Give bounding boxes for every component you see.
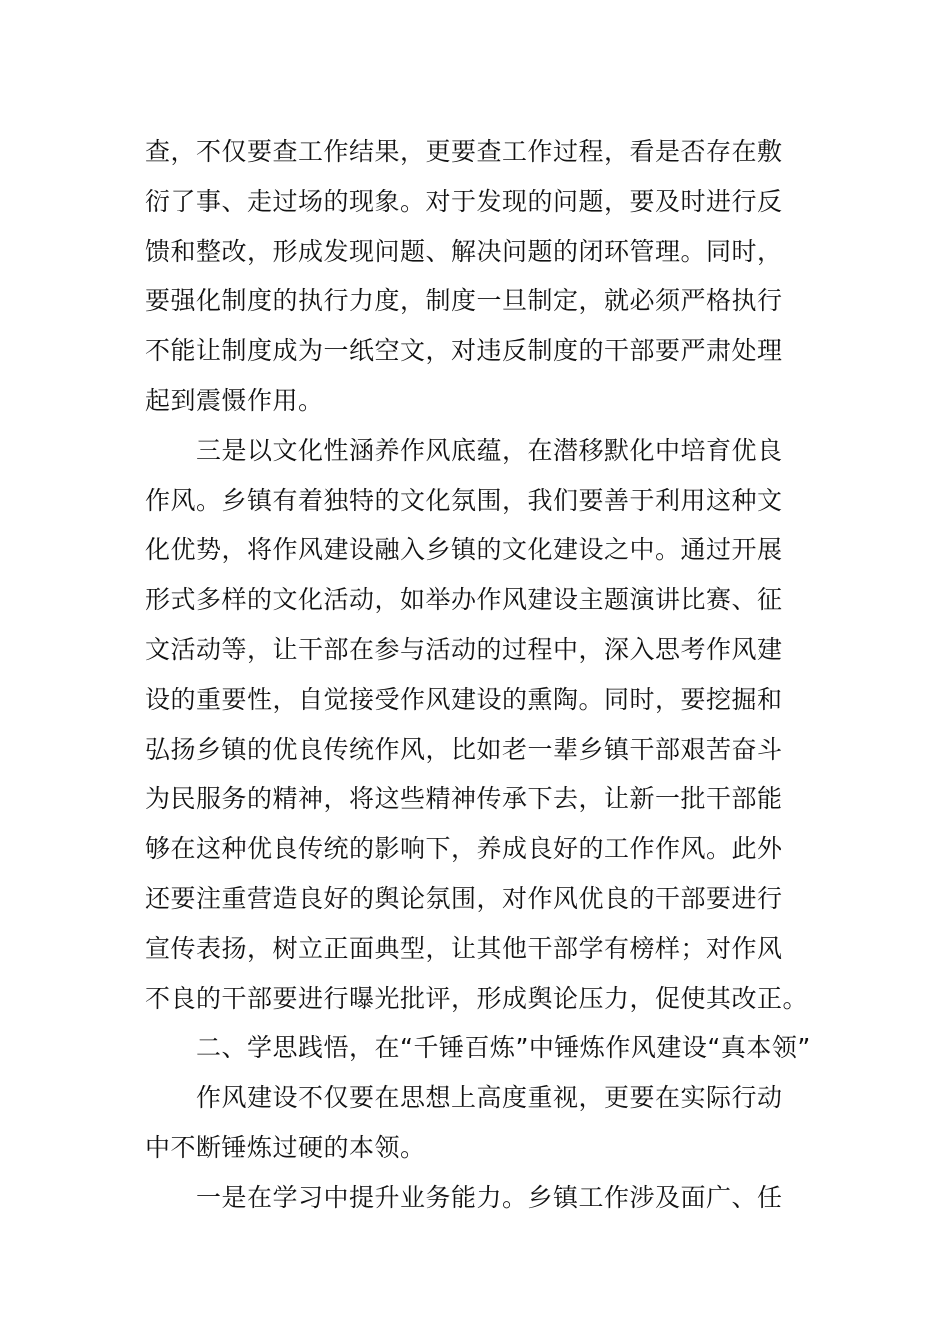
text-line: 中不断锤炼过硬的本领。 — [145, 1132, 426, 1162]
text-line: 作风。乡镇有着独特的文化氛围，我们要善于利用这种文 — [145, 485, 783, 515]
text-line: 起到震慑作用。 — [145, 385, 324, 415]
text-line: 化优势，将作风建设融入乡镇的文化建设之中。通过开展 — [145, 535, 783, 565]
text-line: 查，不仅要查工作结果，更要查工作过程，看是否存在敷 — [145, 137, 783, 166]
text-line: 为民服务的精神，将这些精神传承下去，让新一批干部能 — [145, 784, 783, 814]
paragraph-start-line: 一是在学习中提升业务能力。乡镇工作涉及面广、任 — [196, 1182, 783, 1212]
text-line: 形式多样的文化活动，如举办作风建设主题演讲比赛、征 — [145, 585, 783, 615]
text-line: 馈和整改，形成发现问题、解决问题的闭环管理。同时， — [145, 236, 783, 266]
text-line: 不良的干部要进行曝光批评，形成舆论压力，促使其改正。 — [145, 983, 809, 1013]
paragraph-start-line: 作风建设不仅要在思想上高度重视，更要在实际行动 — [196, 1083, 783, 1113]
text-line: 还要注重营造良好的舆论氛围，对作风优良的干部要进行 — [145, 883, 783, 913]
text-line: 弘扬乡镇的优良传统作风，比如老一辈乡镇干部艰苦奋斗 — [145, 734, 783, 764]
text-line: 设的重要性，自觉接受作风建设的熏陶。同时，要挖掘和 — [145, 684, 783, 714]
text-line: 衍了事、走过场的现象。对于发现的问题，要及时进行反 — [145, 186, 783, 216]
section-heading: 二、学思践悟，在“千锤百炼”中锤炼作风建设“真本领” — [196, 1033, 811, 1063]
text-line: 宣传表扬，树立正面典型，让其他干部学有榜样；对作风 — [145, 933, 783, 963]
text-line: 文活动等，让干部在参与活动的过程中，深入思考作风建 — [145, 634, 783, 664]
paragraph-start-line: 三是以文化性涵养作风底蕴，在潜移默化中培育优良 — [196, 435, 783, 465]
document-body — [145, 127, 811, 1223]
text-line: 够在这种优良传统的影响下，养成良好的工作作风。此外 — [145, 834, 783, 864]
text-line: 要强化制度的执行力度，制度一旦制定，就必须严格执行 — [145, 286, 783, 316]
text-line: 不能让制度成为一纸空文，对违反制度的干部要严肃处理 — [145, 336, 783, 366]
